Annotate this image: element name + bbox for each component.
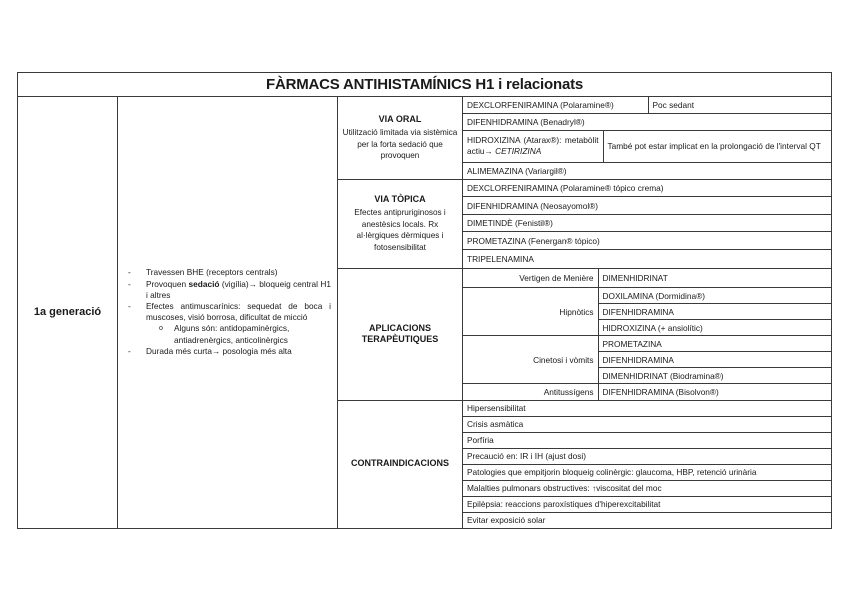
via-oral-drugs [463,97,832,180]
drug-row: DEXCLORFENIRAMINA (Polaramine® tópico crema) [463,180,831,197]
via-topica-drugs [463,179,832,268]
drug-note: També pot estar implicat en la prolongació de l'interval QT [603,130,831,162]
contraindication-row: Hipersensibilitat [463,401,831,417]
bullet-1: - Travessen BHE (receptors centrals) [128,267,278,278]
bullet-2: - Provoquen sedació (vigília)→ bloqueig central H1 i altres [128,278,332,300]
indication: Hipnòtics [463,288,598,336]
aplicacions-content [463,268,832,400]
generation-description [118,97,338,529]
contraindicacions-header [338,400,463,528]
drug-row: HIDROXIZINA (+ ansiolític) [598,320,831,336]
contraindication-row: Evitar exposició solar [463,512,831,528]
drug-row: DIMENHIDRINAT [598,269,831,288]
contraindicacions-heading: CONTRAINDICACIONS [351,458,449,469]
aplicacions-heading: APLICACIONS TERAPÈUTIQUES [361,322,439,344]
drug-row: PROMETAZINA [598,336,831,352]
drug-row: DIMENHIDRINAT (Biodramina®) [598,368,831,384]
contraindication-row: Crisis asmàtica [463,416,831,432]
drug-row: DIFENHIDRAMINA [598,352,831,368]
drug-row: DOXILAMINA (Dormidina®) [598,288,831,304]
drug-note: Poc sedant [648,97,831,113]
bullet-4: - Durada més curta→ posologia més alta [128,345,292,356]
drug-row: ALIMEMAZINA (Variargil®) [463,163,831,179]
via-topica-description: Efectes antipruriginosos i anestèsics locals. Rx al·lèrgiques dèrmiques i fotosensibilitat [354,208,446,252]
contraindication-row: Epilèpsia: reaccions paroxístiques d'hiperexcitabilitat [463,496,831,512]
via-oral-heading: VIA ORAL [378,113,422,124]
contraindication-row: Precaució en: IR i IH (ajust dosi) [463,448,831,464]
via-topica-heading: VIA TÒPICA [374,193,426,204]
drug-row: PROMETAZINA (Fenergan® tópico) [463,232,831,250]
sub-bullet: o Alguns són: antidopaminèrgics, antiadrenèrgics, anticolinèrgics [159,323,290,345]
aplicacions-header [338,268,463,400]
via-topica-header [338,179,463,268]
drug-row: DIFENHIDRAMINA (Bisolvon®) [598,384,831,400]
document-page [17,72,831,529]
via-oral-header [338,97,463,180]
drug-row: DIMETINDÈ (Fenistil®) [463,215,831,232]
indication: Antitussígens [463,384,598,400]
contraindicacions-list [463,400,832,528]
drug-row: DIFENHIDRAMINA (Neosayomol®) [463,197,831,215]
contraindication-row: Malalties pulmonars obstructives: ↑viscositat del moc [463,480,831,496]
drug-row: DIFENHIDRAMINA (Benadryl®) [463,114,831,130]
indication: Vertigen de Menière [463,269,598,288]
via-oral-description: Utilització limitada via sistèmica per la forta sedació que provoquen [342,128,458,161]
generation-label: 1a generació [18,97,118,529]
drug-row: TRIPELENAMINA [463,250,831,268]
contraindication-row: Patologies que empitjorin bloqueig colinèrgic: glaucoma, HBP, retenció urinària [463,464,831,480]
indication: Cinetosi i vòmits [463,336,598,384]
drug-row: DIFENHIDRAMINA [598,304,831,320]
bullet-3: - Efectes antimuscarínics: sequedat de boca i muscoses, visió borrosa, dificultat de micció [128,301,331,323]
drug-row: HIDROXIZINA (Atarax®): metabòlit actiu→ CETIRIZINA [463,130,603,162]
drug-row: DEXCLORFENIRAMINA (Polaramine®) [463,97,648,113]
contraindication-row: Porfíria [463,432,831,448]
table-title: FÀRMACS ANTIHISTAMÍNICS H1 i relacionats [18,73,832,97]
antihistamines-table [17,72,832,529]
